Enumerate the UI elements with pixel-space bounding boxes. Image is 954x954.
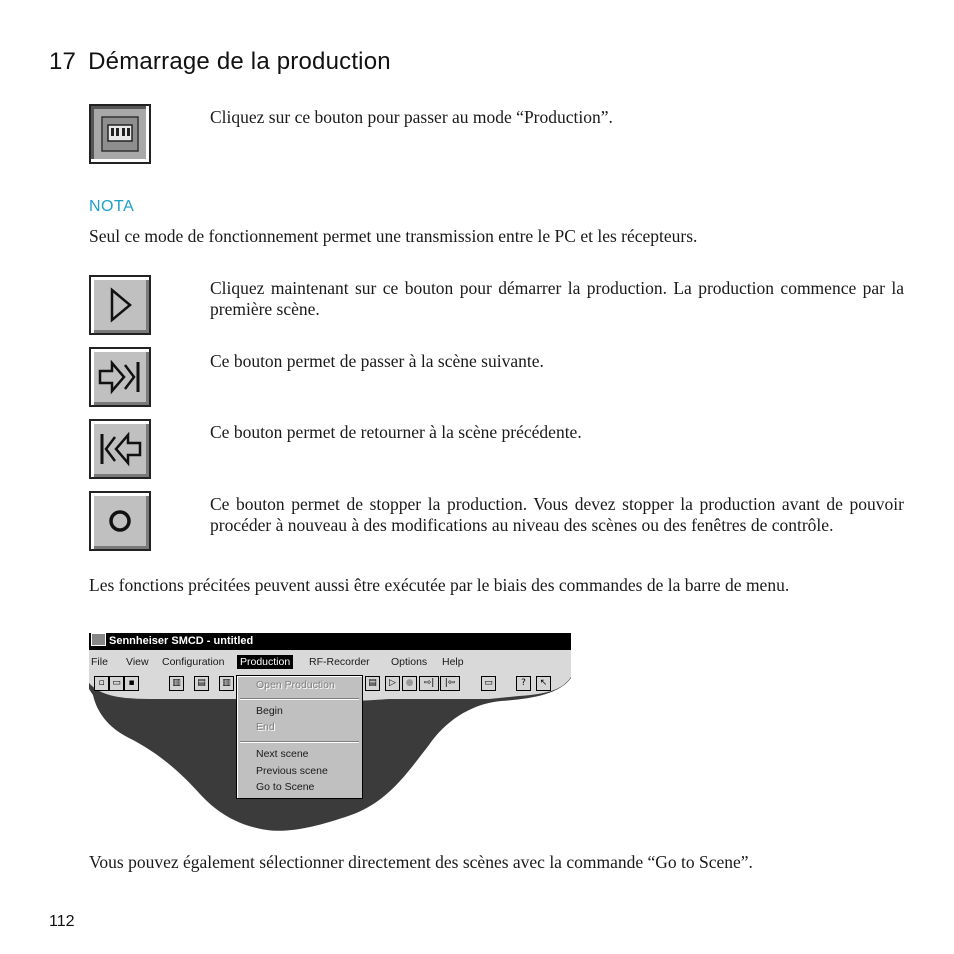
menu-item-go-to-scene[interactable]: Go to Scene [256, 781, 315, 793]
help-tool-icon[interactable]: ? [516, 676, 531, 691]
section-heading [49, 48, 391, 76]
nota-label: NOTA [89, 198, 135, 215]
menu-bar [89, 654, 571, 672]
menu-item-open-production[interactable]: Open Production [256, 679, 335, 691]
next-scene-tool-icon[interactable]: ⇨| [419, 676, 439, 691]
previous-scene-button[interactable] [89, 419, 151, 479]
next-scene-icon [91, 349, 149, 405]
closing-text: Vous pouvez également sélectionner directement des scènes avec la commande “Go to Scene”. [89, 852, 753, 872]
stop-production-button[interactable] [89, 491, 151, 551]
stop-icon [91, 493, 149, 549]
menu-help[interactable]: Help [442, 656, 464, 668]
play-tool-icon[interactable]: ▷ [385, 676, 400, 691]
menu-file[interactable]: File [91, 656, 108, 668]
context-help-tool-icon[interactable]: ↖ [536, 676, 551, 691]
menu-separator [240, 741, 359, 743]
page-number: 112 [49, 913, 75, 930]
play-button-description: Cliquez maintenant sur ce bouton pour démarrer la production. La production commence par la première scène. [210, 278, 904, 319]
stop-tool-icon[interactable]: ● [402, 676, 417, 691]
next-scene-button[interactable] [89, 347, 151, 407]
window-title: Sennheiser SMCD - untitled [109, 635, 254, 647]
save-icon[interactable]: ▪ [124, 676, 139, 691]
window-tool-icon[interactable]: ▭ [481, 676, 496, 691]
menu-rf-recorder[interactable]: RF-Recorder [309, 656, 370, 668]
open-file-icon[interactable]: ▭ [109, 676, 124, 691]
next-scene-description: Ce bouton permet de passer à la scène suivante. [210, 351, 544, 371]
menu-production[interactable]: Production [237, 655, 293, 669]
begin-production-button[interactable] [89, 275, 151, 335]
new-file-icon[interactable]: ▫ [94, 676, 109, 691]
app-icon [91, 633, 106, 646]
play-icon [91, 277, 149, 333]
previous-scene-description: Ce bouton permet de retourner à la scène précédente. [210, 422, 582, 442]
section-number: 17 [49, 48, 77, 75]
production-menu-dropdown [236, 675, 363, 799]
production-mode-text: Cliquez sur ce bouton pour passer au mode “Production”. [210, 107, 613, 127]
menu-item-begin[interactable]: Begin [256, 705, 283, 717]
menu-view[interactable]: View [126, 656, 149, 668]
section-title: Démarrage de la production [88, 48, 391, 75]
config-tool-icon[interactable]: ▥ [169, 676, 184, 691]
window-title-bar [89, 633, 571, 650]
menu-options[interactable]: Options [391, 656, 428, 668]
stop-button-description: Ce bouton permet de stopper la production. Vous devez stopper la production avant de pouvoir procéder à nouveau à des modifications au niveau des scènes ou des fenêtres de contrôle. [210, 494, 904, 535]
nota-text: Seul ce mode de fonctionnement permet une transmission entre le PC et les récepteurs. [89, 226, 698, 246]
menu-item-next-scene[interactable]: Next scene [256, 748, 309, 760]
tool-icon-2[interactable]: ▤ [365, 676, 380, 691]
previous-scene-tool-icon[interactable]: |⇦ [440, 676, 460, 691]
production-mode-button[interactable] [89, 104, 151, 164]
menu-intro-text: Les fonctions précitées peuvent aussi être exécutée par le biais des commandes de la barre de menu. [89, 575, 790, 595]
tool-icon[interactable]: ▥ [219, 676, 234, 691]
menu-separator [240, 698, 359, 700]
menu-configuration[interactable]: Configuration [162, 656, 225, 668]
menu-item-previous-scene[interactable]: Previous scene [256, 765, 328, 777]
previous-scene-icon [91, 421, 149, 477]
production-mode-tool-icon[interactable]: ▤ [194, 676, 209, 691]
application-screenshot [89, 633, 571, 833]
production-mode-icon [91, 106, 149, 162]
menu-item-end[interactable]: End [256, 721, 275, 733]
